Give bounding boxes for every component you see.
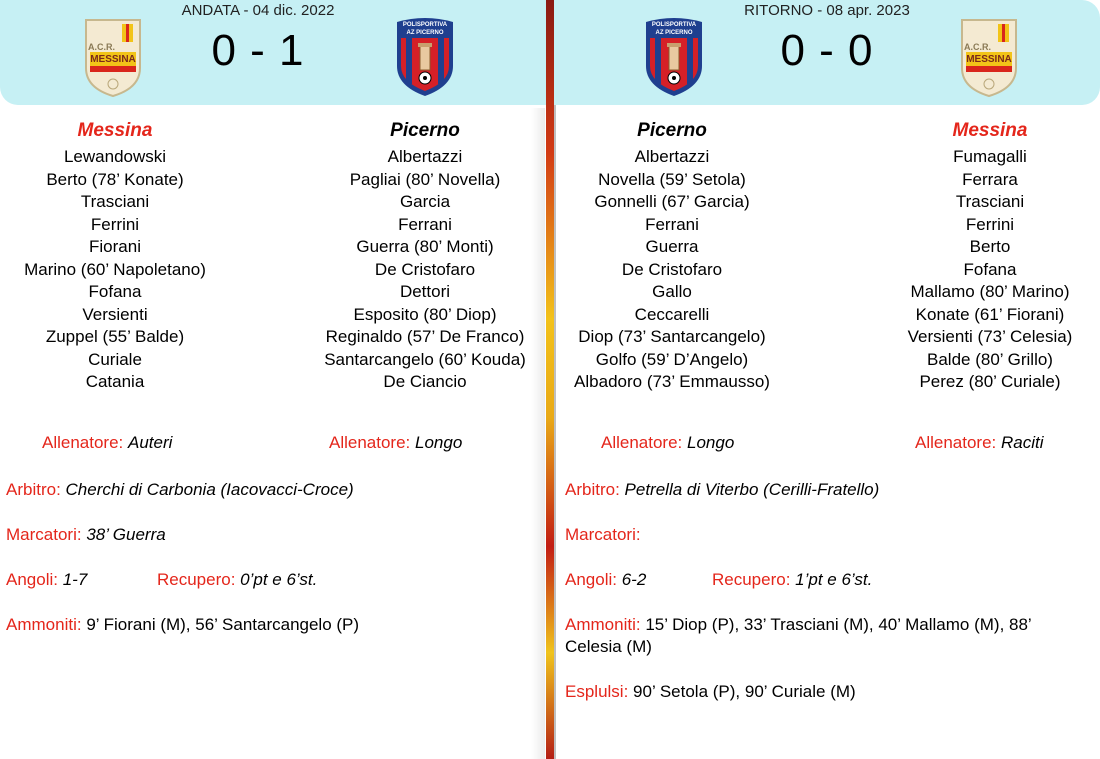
ritorno-away-coach bbox=[915, 433, 1044, 453]
picerno-logo-top-text: POLISPORTIVA bbox=[402, 22, 448, 28]
player-name: Albertazzi bbox=[634, 147, 710, 166]
coach-name: Auteri bbox=[128, 433, 173, 452]
coach-name: Longo bbox=[415, 433, 463, 452]
player-name: Trasciani bbox=[955, 192, 1025, 211]
player-name: Dettori bbox=[399, 282, 451, 301]
player-name: Mallamo (80’ Marino) bbox=[910, 282, 1070, 301]
bookings-value: 9’ Fiorani (M), 56’ Santarcangelo (P) bbox=[86, 615, 360, 634]
andata-away-coach bbox=[329, 433, 462, 453]
player-name: Ferrini bbox=[90, 214, 140, 234]
andata-away-lineup bbox=[305, 118, 545, 394]
picerno-logo-main-text: AZ PICERNO bbox=[655, 30, 693, 36]
player-name: Ferrini bbox=[965, 214, 1015, 234]
player-name: De Cristofaro bbox=[621, 259, 723, 279]
corners-label: Angoli: bbox=[565, 570, 617, 589]
picerno-logo-main-text: AZ PICERNO bbox=[406, 30, 444, 36]
player-name: Ferrara bbox=[962, 169, 1018, 189]
ritorno-bookings bbox=[565, 614, 1090, 658]
andata-stoppage bbox=[157, 569, 317, 591]
player-name: Esposito (80’ Diop) bbox=[353, 304, 497, 324]
bookings-value: 15’ Diop (P), 33’ Trasciani (M), 40’ Mallamo (M), 88’ Celesia (M) bbox=[565, 615, 1032, 656]
stoppage-value: 1’pt e 6’st. bbox=[795, 570, 873, 589]
coach-name: Raciti bbox=[1001, 433, 1044, 452]
player-name: De Ciancio bbox=[383, 372, 467, 391]
andata-corners bbox=[6, 569, 87, 591]
messina-logo-main-text: MESSINA bbox=[90, 54, 136, 65]
coach-label: Allenatore: bbox=[915, 433, 997, 452]
player-name: Curiale bbox=[88, 349, 142, 369]
player-name: Berto bbox=[969, 237, 1011, 256]
referee-label: Arbitro: bbox=[6, 480, 61, 499]
stoppage-value: 0’pt e 6’st. bbox=[240, 570, 318, 589]
player-name: Fumagalli bbox=[953, 147, 1027, 166]
player-name: Novella (59’ Setola) bbox=[598, 169, 746, 189]
player-name: Diop (73’ Santarcangelo) bbox=[578, 327, 766, 346]
picerno-logo-icon bbox=[394, 16, 456, 98]
andata-score: 0 - 1 bbox=[211, 26, 305, 75]
andata-panel bbox=[0, 0, 546, 759]
andata-away-team-name: Picerno bbox=[390, 120, 460, 141]
ritorno-corners bbox=[565, 569, 646, 591]
player-name: Golfo (59’ D’Angelo) bbox=[595, 349, 749, 369]
andata-scorers bbox=[6, 524, 166, 546]
bookings-label: Ammoniti: bbox=[6, 615, 82, 634]
player-name: Fiorani bbox=[89, 237, 141, 256]
scorers-value: 38’ Guerra bbox=[86, 525, 166, 544]
ritorno-home-lineup bbox=[552, 118, 792, 394]
ritorno-score: 0 - 0 bbox=[780, 26, 874, 75]
andata-date-label: ANDATA - 04 dic. 2022 bbox=[181, 2, 335, 19]
corners-label: Angoli: bbox=[6, 570, 58, 589]
messina-logo-main-text: MESSINA bbox=[966, 54, 1012, 65]
ritorno-header bbox=[554, 0, 1100, 105]
corners-value: 6-2 bbox=[621, 570, 647, 589]
andata-home-lineup bbox=[0, 118, 235, 394]
coach-name: Longo bbox=[687, 433, 735, 452]
andata-bookings bbox=[6, 614, 536, 636]
player-name: Pagliai (80’ Novella) bbox=[349, 169, 501, 189]
ritorno-away-lineup bbox=[870, 118, 1100, 394]
player-name: Balde (80’ Grillo) bbox=[927, 349, 1053, 369]
player-name: Berto (78’ Konate) bbox=[46, 169, 184, 189]
player-name: Reginaldo (57’ De Franco) bbox=[325, 327, 525, 346]
player-name: Ceccarelli bbox=[634, 304, 710, 324]
stoppage-label: Recupero: bbox=[157, 570, 236, 589]
referee-value: Cherchi di Carbonia (Iacovacci-Croce) bbox=[65, 480, 354, 499]
player-name: Perez (80’ Curiale) bbox=[919, 372, 1061, 391]
stoppage-label: Recupero: bbox=[712, 570, 791, 589]
ritorno-scorers bbox=[565, 524, 641, 546]
coach-label: Allenatore: bbox=[42, 433, 124, 452]
referee-value: Petrella di Viterbo (Cerilli-Fratello) bbox=[624, 480, 880, 499]
corners-value: 1-7 bbox=[62, 570, 88, 589]
sendoffs-value: 90’ Setola (P), 90’ Curiale (M) bbox=[633, 682, 856, 701]
messina-logo-top-text: A.C.R. bbox=[88, 42, 115, 52]
scorers-label: Marcatori: bbox=[6, 525, 82, 544]
player-name: Lewandowski bbox=[63, 147, 167, 166]
player-name: Gallo bbox=[652, 282, 692, 301]
player-name: Versienti bbox=[82, 304, 148, 324]
ritorno-panel bbox=[554, 0, 1100, 759]
player-name: Zuppel (55’ Balde) bbox=[45, 327, 185, 346]
picerno-logo-top-text: POLISPORTIVA bbox=[651, 22, 697, 28]
ritorno-referee bbox=[565, 479, 879, 501]
ritorno-home-team-name: Picerno bbox=[637, 120, 707, 141]
player-name: Santarcangelo (60’ Kouda) bbox=[324, 349, 526, 369]
player-name: Ferrani bbox=[645, 214, 699, 234]
coach-label: Allenatore: bbox=[601, 433, 683, 452]
player-name: De Cristofaro bbox=[374, 259, 476, 279]
player-name: Guerra bbox=[645, 237, 699, 256]
player-name: Albertazzi bbox=[387, 147, 463, 166]
player-name: Fofana bbox=[963, 259, 1017, 279]
player-name: Garcia bbox=[399, 192, 451, 211]
player-name: Guerra (80’ Monti) bbox=[356, 237, 494, 256]
ritorno-stoppage bbox=[712, 569, 872, 591]
ritorno-sendoffs bbox=[565, 681, 856, 703]
messina-logo-icon bbox=[82, 16, 144, 98]
andata-home-coach bbox=[42, 433, 172, 453]
ritorno-date-label: RITORNO - 08 apr. 2023 bbox=[744, 2, 910, 19]
messina-logo-icon bbox=[958, 16, 1020, 98]
bookings-label: Ammoniti: bbox=[565, 615, 641, 634]
player-name: Trasciani bbox=[80, 192, 150, 211]
andata-referee bbox=[6, 479, 354, 501]
player-name: Konate (61’ Fiorani) bbox=[915, 304, 1065, 324]
player-name: Fofana bbox=[88, 282, 142, 301]
player-name: Ferrani bbox=[398, 214, 452, 234]
coach-label: Allenatore: bbox=[329, 433, 411, 452]
ritorno-away-team-name: Messina bbox=[952, 120, 1028, 141]
messina-logo-top-text: A.C.R. bbox=[964, 42, 991, 52]
ritorno-home-coach bbox=[601, 433, 734, 453]
player-name: Versienti (73’ Celesia) bbox=[907, 327, 1073, 346]
referee-label: Arbitro: bbox=[565, 480, 620, 499]
picerno-logo-icon bbox=[643, 16, 705, 98]
sendoffs-label: Esplulsi: bbox=[565, 682, 629, 701]
player-name: Marino (60’ Napoletano) bbox=[24, 259, 206, 279]
andata-home-team-name: Messina bbox=[77, 120, 153, 141]
andata-header bbox=[0, 0, 546, 105]
player-name: Catania bbox=[85, 372, 145, 391]
scorers-label: Marcatori: bbox=[565, 525, 641, 544]
player-name: Albadoro (73’ Emmausso) bbox=[574, 372, 770, 391]
player-name: Gonnelli (67’ Garcia) bbox=[594, 192, 750, 211]
